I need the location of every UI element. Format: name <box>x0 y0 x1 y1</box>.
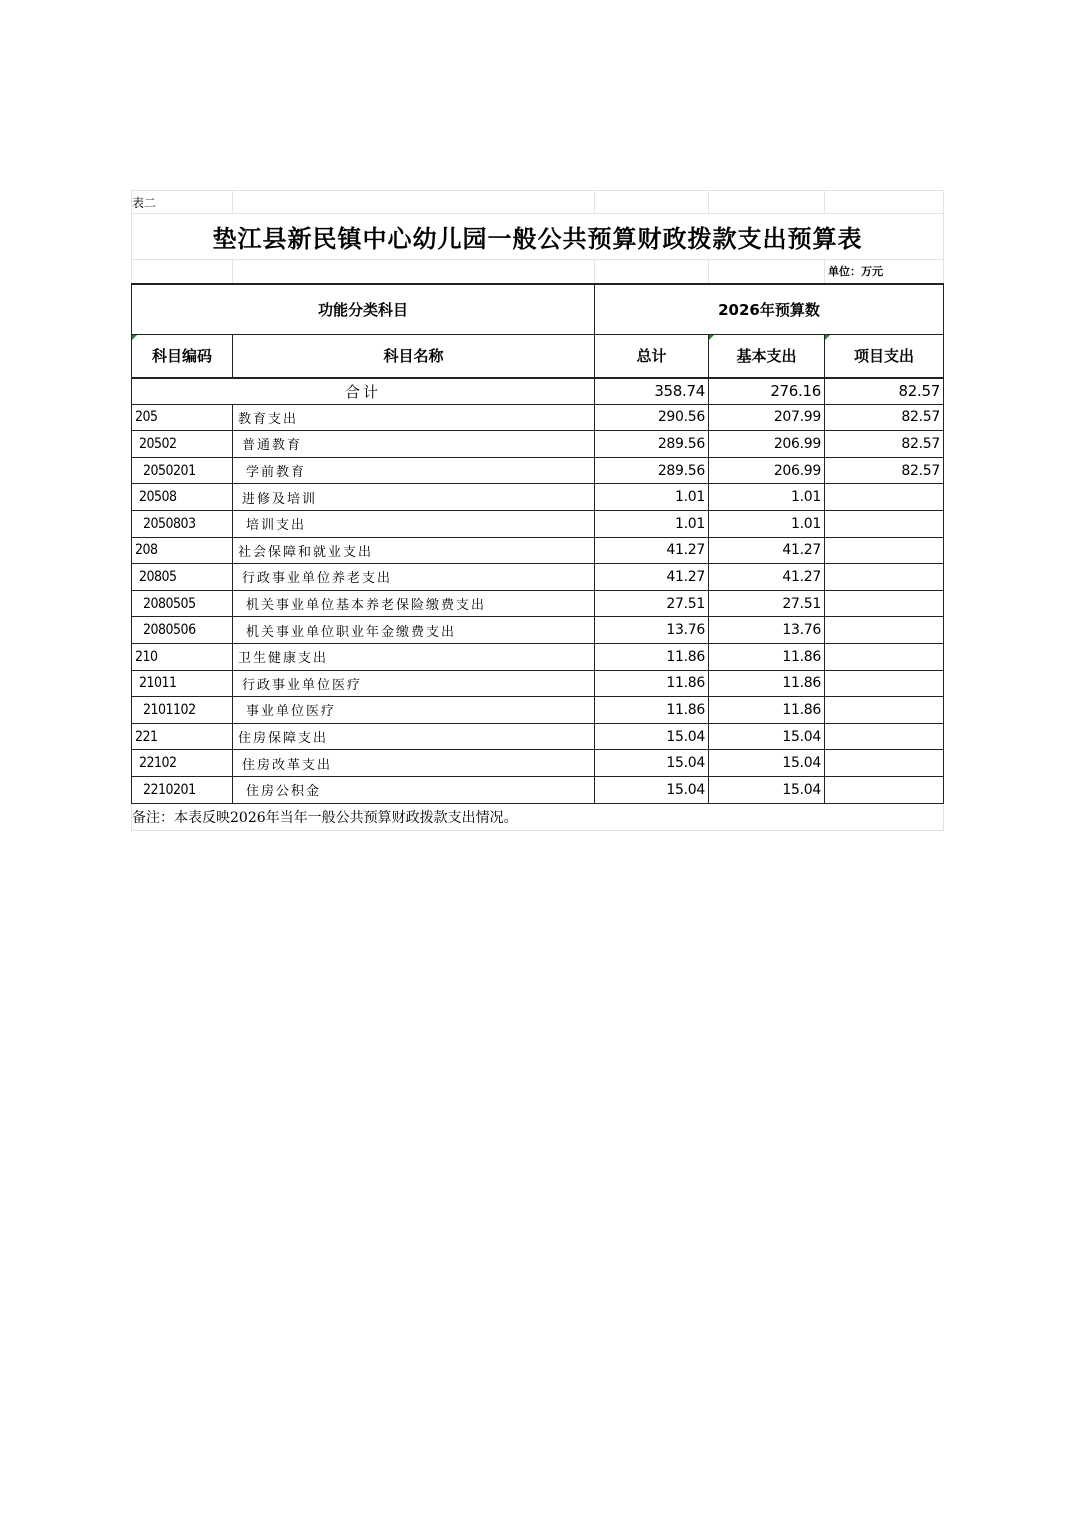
label-row <box>132 191 944 214</box>
total-sum: 358.74 <box>595 378 709 405</box>
row-total: 11.86 <box>595 670 709 697</box>
header-code: 科目编码 <box>132 335 233 378</box>
table-row <box>132 431 944 458</box>
row-code: 2050803 <box>132 510 233 537</box>
row-basic: 206.99 <box>709 431 825 458</box>
row-name: 培训支出 <box>233 510 595 537</box>
row-project: 82.57 <box>825 431 944 458</box>
header-budget-year: 2026年预算数 <box>595 284 944 335</box>
row-code: 22102 <box>132 750 233 777</box>
row-total: 27.51 <box>595 590 709 617</box>
row-total: 11.86 <box>595 643 709 670</box>
row-basic: 13.76 <box>709 617 825 644</box>
row-project <box>825 510 944 537</box>
row-code: 2080505 <box>132 590 233 617</box>
row-project <box>825 564 944 591</box>
table-row <box>132 697 944 724</box>
row-project <box>825 776 944 803</box>
header-project: 项目支出 <box>825 335 944 378</box>
table-row <box>132 643 944 670</box>
row-total: 41.27 <box>595 537 709 564</box>
budget-table <box>131 190 944 831</box>
row-name: 住房保障支出 <box>233 723 595 750</box>
row-name: 住房改革支出 <box>233 750 595 777</box>
row-total: 15.04 <box>595 776 709 803</box>
row-name: 学前教育 <box>233 457 595 484</box>
table-row <box>132 590 944 617</box>
table-row <box>132 404 944 431</box>
row-total: 15.04 <box>595 750 709 777</box>
row-basic: 207.99 <box>709 404 825 431</box>
row-basic: 206.99 <box>709 457 825 484</box>
table-row <box>132 776 944 803</box>
unit-row <box>132 260 944 284</box>
row-project <box>825 697 944 724</box>
row-basic: 15.04 <box>709 750 825 777</box>
row-project <box>825 750 944 777</box>
row-project: 82.57 <box>825 457 944 484</box>
row-name: 机关事业单位基本养老保险缴费支出 <box>233 590 595 617</box>
row-basic: 1.01 <box>709 510 825 537</box>
table-row <box>132 670 944 697</box>
table-row <box>132 457 944 484</box>
row-project: 82.57 <box>825 404 944 431</box>
total-label: 合计 <box>132 378 595 405</box>
row-name: 行政事业单位医疗 <box>233 670 595 697</box>
row-code: 221 <box>132 723 233 750</box>
table-label: 表二 <box>132 191 233 214</box>
row-code: 2101102 <box>132 697 233 724</box>
row-name: 住房公积金 <box>233 776 595 803</box>
row-project <box>825 590 944 617</box>
row-name: 事业单位医疗 <box>233 697 595 724</box>
row-name: 社会保障和就业支出 <box>233 537 595 564</box>
row-name: 进修及培训 <box>233 484 595 511</box>
table-row <box>132 723 944 750</box>
page-title: 垫江县新民镇中心幼儿园一般公共预算财政拨款支出预算表 <box>132 214 944 260</box>
row-project <box>825 617 944 644</box>
title-row <box>132 214 944 260</box>
header-group-row <box>132 284 944 335</box>
row-total: 13.76 <box>595 617 709 644</box>
row-basic: 15.04 <box>709 723 825 750</box>
header-name: 科目名称 <box>233 335 595 378</box>
row-code: 20508 <box>132 484 233 511</box>
table-row <box>132 564 944 591</box>
row-code: 20502 <box>132 431 233 458</box>
total-project: 82.57 <box>825 378 944 405</box>
row-basic: 27.51 <box>709 590 825 617</box>
row-code: 21011 <box>132 670 233 697</box>
row-project <box>825 670 944 697</box>
row-basic: 11.86 <box>709 643 825 670</box>
row-name: 卫生健康支出 <box>233 643 595 670</box>
row-total: 41.27 <box>595 564 709 591</box>
table-row <box>132 510 944 537</box>
row-total: 1.01 <box>595 484 709 511</box>
header-total: 总计 <box>595 335 709 378</box>
row-project <box>825 537 944 564</box>
row-code: 208 <box>132 537 233 564</box>
header-functional-classification: 功能分类科目 <box>132 284 595 335</box>
row-total: 290.56 <box>595 404 709 431</box>
row-code: 210 <box>132 643 233 670</box>
table-row <box>132 537 944 564</box>
row-code: 20805 <box>132 564 233 591</box>
row-total: 289.56 <box>595 457 709 484</box>
row-project <box>825 723 944 750</box>
row-basic: 41.27 <box>709 537 825 564</box>
budget-sheet <box>131 190 943 831</box>
row-total: 1.01 <box>595 510 709 537</box>
row-name: 机关事业单位职业年金缴费支出 <box>233 617 595 644</box>
table-row <box>132 484 944 511</box>
row-basic: 11.86 <box>709 670 825 697</box>
row-name: 教育支出 <box>233 404 595 431</box>
row-name: 行政事业单位养老支出 <box>233 564 595 591</box>
row-code: 2210201 <box>132 776 233 803</box>
row-code: 205 <box>132 404 233 431</box>
row-basic: 41.27 <box>709 564 825 591</box>
row-total: 289.56 <box>595 431 709 458</box>
row-code: 2050201 <box>132 457 233 484</box>
footnote: 备注：本表反映2026年当年一般公共预算财政拨款支出情况。 <box>132 803 944 830</box>
note-row <box>132 803 944 830</box>
row-basic: 1.01 <box>709 484 825 511</box>
row-basic: 15.04 <box>709 776 825 803</box>
row-name: 普通教育 <box>233 431 595 458</box>
row-total: 11.86 <box>595 697 709 724</box>
row-basic: 11.86 <box>709 697 825 724</box>
header-column-row <box>132 335 944 378</box>
total-row <box>132 378 944 405</box>
total-basic: 276.16 <box>709 378 825 405</box>
row-code: 2080506 <box>132 617 233 644</box>
header-basic: 基本支出 <box>709 335 825 378</box>
row-project <box>825 484 944 511</box>
unit-label: 单位：万元 <box>825 260 944 284</box>
row-project <box>825 643 944 670</box>
row-total: 15.04 <box>595 723 709 750</box>
table-row <box>132 750 944 777</box>
table-row <box>132 617 944 644</box>
